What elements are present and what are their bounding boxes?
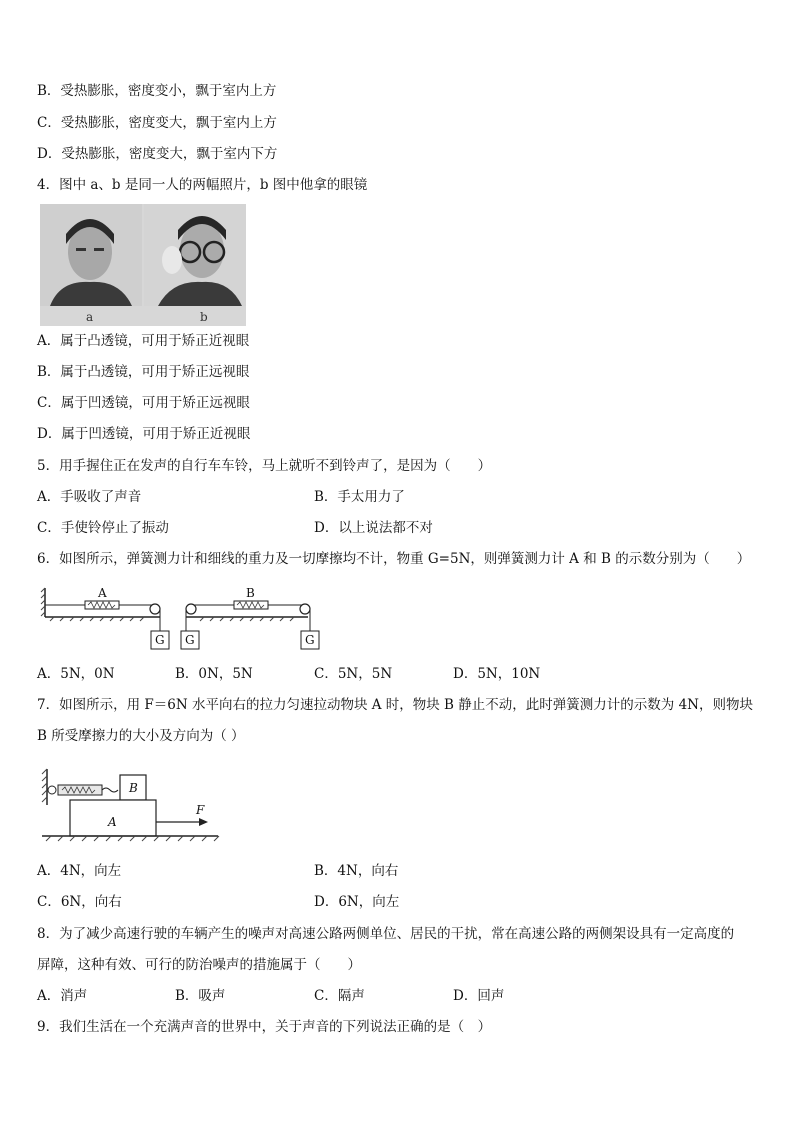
q3-option-b: B．受热膨胀，密度变小，飘于室内上方 — [37, 83, 277, 99]
weight-g-label-1: G — [155, 633, 165, 647]
q7-stem-line2: B 所受摩擦力的大小及方向为（ ） — [37, 728, 245, 744]
q9-stem: 9．我们生活在一个充满声音的世界中，关于声音的下列说法正确的是（ ） — [37, 1019, 492, 1035]
q4-option-d: D．属于凹透镜，可用于矫正近视眼 — [37, 426, 251, 442]
force-f-label: F — [196, 803, 205, 817]
photo-label-b: b — [200, 310, 208, 324]
q6-option-b: B．0N，5N — [175, 666, 253, 682]
q7-stem-line1: 7．如图所示，用 F＝6N 水平向右的拉力匀速拉动物块 A 时，物块 B 静止不动，此时弹簧测力计的示数为 4N，则物块 — [37, 697, 753, 713]
q8-option-a: A．消声 — [37, 988, 88, 1004]
q6-option-c: C．5N，5N — [314, 666, 393, 682]
q6-option-d: D．5N，10N — [453, 666, 541, 682]
q7-option-a: A．4N，向左 — [37, 863, 122, 879]
q6-stem: 6．如图所示，弹簧测力计和细线的重力及一切摩擦均不计，物重 G=5N，则弹簧测力计 A 和 B 的示数分别为（ ） — [37, 551, 751, 567]
q3-option-d: D．受热膨胀，密度变大，飘于室内下方 — [37, 146, 278, 162]
block-b-label: B — [129, 781, 138, 795]
photo-a — [40, 204, 142, 306]
block-a-label: A — [108, 815, 117, 829]
q5-option-a: A．手吸收了声音 — [37, 489, 142, 505]
q4-photo — [40, 204, 246, 326]
photo-label-a: a — [86, 310, 94, 324]
q8-stem-line2: 屏障，这种有效、可行的防治噪声的措施属于（ ） — [37, 957, 361, 973]
q8-option-b: B．吸声 — [175, 988, 226, 1004]
q7-option-b: B．4N，向右 — [314, 863, 399, 879]
spring-b-label: B — [246, 586, 255, 600]
weight-g-label-2: G — [185, 633, 195, 647]
q8-stem-line1: 8．为了减少高速行驶的车辆产生的噪声对高速公路两侧单位、居民的干扰，常在高速公路的两侧架设具有一定高度的 — [37, 926, 735, 942]
q4-option-c: C．属于凹透镜，可用于矫正远视眼 — [37, 395, 250, 411]
q3-option-c: C．受热膨胀，密度变大，飘于室内上方 — [37, 115, 277, 131]
spring-a-label: A — [98, 586, 107, 600]
q5-option-b: B．手太用力了 — [314, 489, 405, 505]
q8-option-c: C．隔声 — [314, 988, 365, 1004]
photo-b — [144, 204, 246, 306]
q5-option-d: D．以上说法都不对 — [314, 520, 433, 536]
q4-option-b: B．属于凸透镜，可用于矫正远视眼 — [37, 364, 250, 380]
q8-option-d: D．回声 — [453, 988, 505, 1004]
q4-stem: 4．图中 a、b 是同一人的两幅照片，b 图中他拿的眼镜 — [37, 177, 368, 193]
q7-option-c: C．6N，向右 — [37, 894, 122, 910]
q5-option-c: C．手使铃停止了振动 — [37, 520, 169, 536]
q5-stem: 5．用手握住正在发声的自行车车铃，马上就听不到铃声了，是因为（ ） — [37, 458, 492, 474]
q4-option-a: A．属于凸透镜，可用于矫正近视眼 — [37, 333, 250, 349]
q6-figure — [40, 583, 340, 653]
q6-option-a: A．5N，0N — [37, 666, 115, 682]
q7-figure — [40, 765, 225, 845]
weight-g-label-3: G — [305, 633, 315, 647]
q7-option-d: D．6N，向左 — [314, 894, 400, 910]
